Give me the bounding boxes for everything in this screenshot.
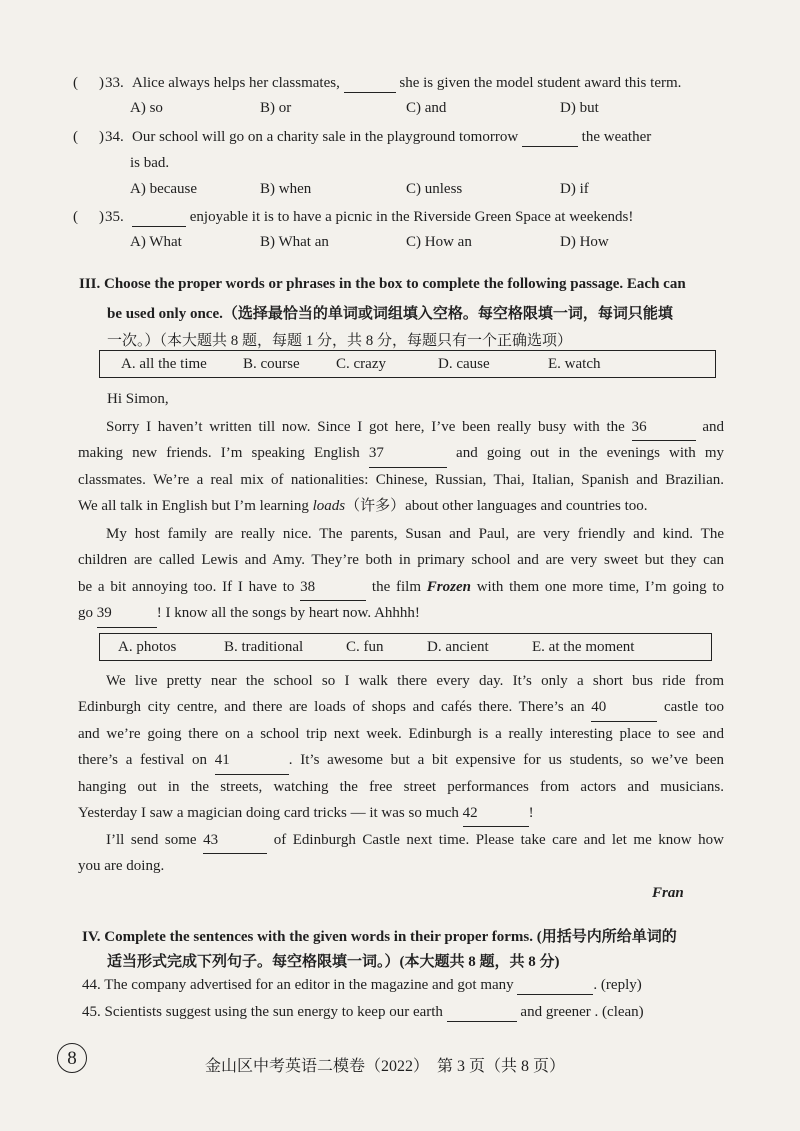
blank-36[interactable]: 36 xyxy=(632,414,696,441)
q34-text-cont: is bad. xyxy=(130,155,170,171)
p3-line-2: Edinburgh city centre, and there are loads of shops and cafés there. There’s an 40 castle too xyxy=(78,694,724,720)
word-box2-option-e: E. at the moment xyxy=(532,639,635,655)
p1-line-1: Sorry I haven’t written till now. Since I got here, I’ve been really busy with the 36 and xyxy=(78,414,724,440)
section3-heading-line2: be used only once.（选择最恰当的单词或词组填入空格。每空格限填一词，每词只能填 xyxy=(107,306,673,322)
section4-heading-line2: 适当形式完成下列句子。每空格限填一词。）(本大题共 8 题，共 8 分) xyxy=(107,954,560,970)
section3-heading-line1: III. Choose the proper words or phrases in the box to complete the following passage. Each can xyxy=(79,276,686,292)
q33-option-c: C) and xyxy=(406,100,447,116)
letter-greeting: Hi Simon, xyxy=(107,391,169,407)
word-box-2 xyxy=(99,633,712,661)
q34-number: 34. xyxy=(105,129,124,145)
p2-line-1: My host family are really nice. The parents, Susan and Paul, are very friendly and kind. The xyxy=(106,526,724,542)
q35-text: enjoyable it is to have a picnic in the Riverside Green Space at weekends! xyxy=(132,209,633,227)
p2-line-4: go 39 ! I know all the songs by heart now. Ahhhh! xyxy=(78,600,724,626)
p3-line-6: Yesterday I saw a magician doing card tricks — it was so much 42 ! xyxy=(78,800,724,826)
q35-close: ) xyxy=(99,209,104,225)
q34-option-d: D) if xyxy=(560,181,589,197)
q33-close: ) xyxy=(99,75,104,91)
p1-line-2: making new friends. I’m speaking English 37 and going out in the evenings with my xyxy=(78,440,724,466)
blank-43[interactable]: 43 xyxy=(203,827,267,854)
q35-paren: ( xyxy=(73,209,78,225)
p3-line-1: We live pretty near the school so I walk there every day. It’s only a short bus ride from xyxy=(106,673,724,689)
q34-paren: ( xyxy=(73,129,78,145)
p1-line-4: We all talk in English but I’m learning loads（许多）about other languages and countries too. xyxy=(78,498,648,515)
p2-line-3: be a bit annoying too. If I have to 38 the film Frozen with them one more time, I’m going to xyxy=(78,574,724,600)
q33-option-d: D) but xyxy=(560,100,599,116)
letter-paragraph-3 xyxy=(78,668,724,826)
q44-blank[interactable] xyxy=(517,977,593,995)
word-box2-option-d: D. ancient xyxy=(427,639,489,655)
word-box1-option-c: C. crazy xyxy=(336,356,386,372)
p4-line-2: you are doing. xyxy=(78,858,165,875)
page-number-circle: 8 xyxy=(57,1043,87,1073)
blank-40[interactable]: 40 xyxy=(591,694,657,721)
q34-option-b: B) when xyxy=(260,181,312,197)
q33-blank[interactable] xyxy=(344,75,396,93)
blank-38[interactable]: 38 xyxy=(300,574,366,601)
p2-line-2: children are called Lewis and Amy. They’re both in primary school and are very sweet but they can xyxy=(78,552,724,569)
section4-heading-line1: IV. Complete the sentences with the given words in their proper forms. (用括号内所给单词的 xyxy=(82,929,677,945)
p3-line-3: and we’re going there on a school trip next week. Edinburgh is a really interesting place to see and xyxy=(78,725,724,742)
q34-blank[interactable] xyxy=(522,129,578,147)
word-box2-option-c: C. fun xyxy=(346,639,384,655)
p3-line-4: there’s a festival on 41 . It’s awesome but a bit expensive for us students, so we’ve been xyxy=(78,747,724,773)
word-box1-option-d: D. cause xyxy=(438,356,490,372)
q35-number: 35. xyxy=(105,209,124,225)
q33-option-a: A) so xyxy=(130,100,163,116)
q33-option-b: B) or xyxy=(260,100,292,116)
q33-number: 33. xyxy=(105,75,124,91)
q33-text: Alice always helps her classmates, she is given the model student award this term. xyxy=(132,75,682,91)
blank-41[interactable]: 41 xyxy=(215,747,289,774)
word-box1-option-b: B. course xyxy=(243,356,300,372)
letter-signature: Fran xyxy=(652,885,684,901)
p4-line-1: I’ll send some 43 of Edinburgh Castle next time. Please take care and let me know how xyxy=(78,827,724,853)
q34-option-a: A) because xyxy=(130,181,198,197)
word-box2-option-b: B. traditional xyxy=(224,639,304,655)
letter-paragraph-4 xyxy=(78,827,724,880)
q45-blank[interactable] xyxy=(447,1004,517,1022)
word-box-1 xyxy=(99,350,716,378)
q35-option-a: A) What xyxy=(130,234,182,250)
q35-option-d: D) How xyxy=(560,234,609,250)
q35-option-b: B) What an xyxy=(260,234,329,250)
q35-blank[interactable] xyxy=(132,209,186,227)
footer-text: 金山区中考英语二模卷（2022） 第 3 页（共 8 页） xyxy=(205,1058,566,1075)
q33-paren: ( xyxy=(73,75,78,91)
q34-text: Our school will go on a charity sale in the playground tomorrow the weather xyxy=(132,129,652,145)
q45: 45. Scientists suggest using the sun energy to keep our earth and greener . (clean) xyxy=(82,1004,644,1020)
section3-heading-line3: 一次。）（本大题共 8 题，每题 1 分，共 8 分，每题只有一个正确选项） xyxy=(107,333,573,349)
letter-paragraph-2 xyxy=(78,521,724,627)
p1-line-3: classmates. We’re a real mix of nationalities: Chinese, Russian, Thai, Italian, Spanish and Brazilian. xyxy=(78,471,724,488)
q34-close: ) xyxy=(99,129,104,145)
letter-paragraph-1 xyxy=(78,414,724,520)
q35-option-c: C) How an xyxy=(406,234,472,250)
word-box1-option-e: E. watch xyxy=(548,356,601,372)
blank-39[interactable]: 39 xyxy=(97,600,157,627)
p3-line-5: hanging out in the streets, watching the free street performances from actors and musicians. xyxy=(78,778,724,795)
blank-37[interactable]: 37 xyxy=(369,440,447,467)
q44: 44. The company advertised for an editor in the magazine and got many . (reply) xyxy=(82,977,642,993)
word-box1-option-a: A. all the time xyxy=(121,356,207,372)
word-box2-option-a: A. photos xyxy=(118,639,177,655)
blank-42[interactable]: 42 xyxy=(463,800,529,827)
q34-option-c: C) unless xyxy=(406,181,463,197)
